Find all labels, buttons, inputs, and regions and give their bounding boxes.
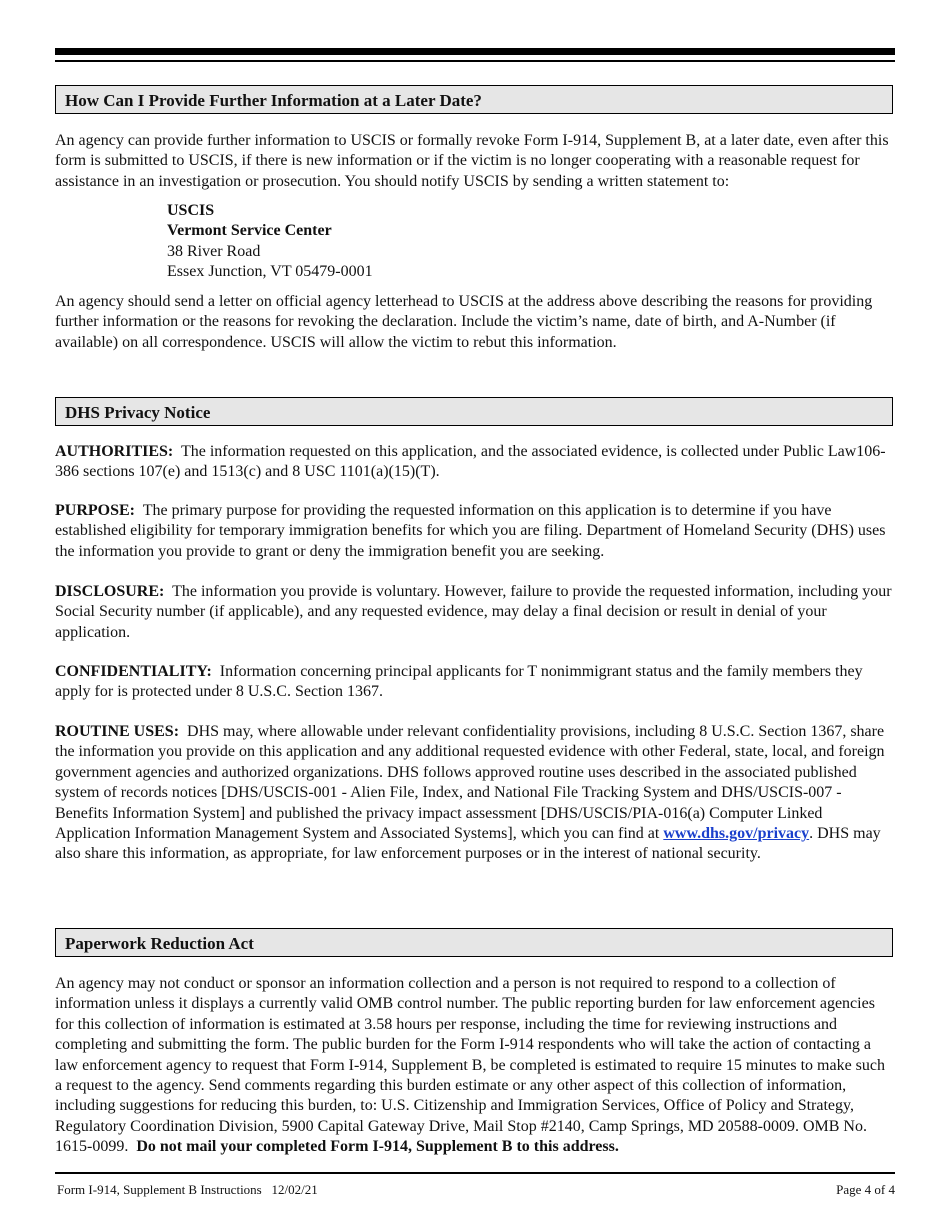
confidentiality-paragraph <box>55 662 895 703</box>
address-line-2: Vermont Service Center <box>167 222 332 240</box>
paperwork-reduction-text: An agency may not conduct or sponsor an information collection and a person is not required to respond to a collection of information unless it displays a currently valid OMB control number. The public reporting burden for law enforcement agencies for this collection of information is estimated at 3.58 hours per response, including the time for reviewing instructions and completing and submitting the form. The public burden for the Form I-914 respondents who will take the action of contacting a law enforcement agency to request that Form I-914, Supplement B, be completed is estimated to require 15 minutes to make such a request to the agency. Send comments regarding this burden estimate or any other aspect of this collection of information, including suggestions for reducing this burden, to: U.S. Citizenship and Immigration Services, Office of Policy and Strategy, Regulatory Coordination Division, 5900 Capital Gateway Drive, Mail Stop #2140, Camp Springs, MD 20588-0009. OMB No. 1615-0099. <box>55 975 885 1156</box>
purpose-label: PURPOSE: <box>55 502 135 519</box>
top-rule-thick <box>55 48 895 55</box>
routine-uses-text: DHS may, where allowable under relevant confidentiality provisions, including 8 U.S.C. Section 1367, share the information you provide on this application and any additional requested evidence with other Federal, state, local, and foreign government agencies and authorized organizations. DHS follows approved routine uses described in the associated published system of records notices [DHS/USCIS-001 - Alien File, Index, and National File Tracking System and DHS/USCIS-007 - Benefits Information System] and published the privacy impact assessment [DHS/USCIS/PIA-016(a) Computer Linked Application Information Management System and Associated Systems], which you can find at <box>55 723 885 843</box>
further-info-outro: An agency should send a letter on official agency letterhead to USCIS at the address above describing the reasons for providing further information or the reasons for revoking the declaration. Include the victim’s name, date of birth, and A-Number (if available) on all correspondence. USCIS will allow the victim to rebut this information. <box>55 293 873 351</box>
section-header-further-information: How Can I Provide Further Information at a Later Date? <box>55 85 893 114</box>
section-header-privacy-notice: DHS Privacy Notice <box>55 397 893 426</box>
purpose-paragraph <box>55 501 895 562</box>
address-line-4: Essex Junction, VT 05479-0001 <box>167 263 373 281</box>
disclosure-text: The information you provide is voluntary. However, failure to provide the requested information, including your Social Security number (if applicable), and any requested evidence, may delay a final decision or result in denial of your application. <box>55 583 892 641</box>
further-info-intro: An agency can provide further information to USCIS or formally revoke Form I-914, Supplement B, at a later date, even after this form is submitted to USCIS, if there is new information or if the victim is no longer cooperating with a reasonable request for assistance in an investigation or prosecution. You should notify USCIS by sending a written statement to: <box>55 132 889 190</box>
routine-uses-text-tail: . DHS may also share this information, as appropriate, for law enforcement purposes or in the interest of national security. <box>55 825 881 863</box>
address-line-3: 38 River Road <box>167 242 261 260</box>
top-rule-thin <box>55 60 895 62</box>
mailing-address <box>167 201 373 283</box>
footer-page-number: Page 4 of 4 <box>836 1182 895 1197</box>
confidentiality-text: Information concerning principal applicants for T nonimmigrant status and the family members they apply for is protected under 8 U.S.C. Section 1367. <box>55 663 863 701</box>
authorities-paragraph <box>55 442 895 483</box>
routine-uses-label: ROUTINE USES: <box>55 723 180 740</box>
dhs-privacy-link[interactable]: www.dhs.gov/privacy <box>663 825 810 843</box>
footer-rule <box>55 1172 895 1174</box>
confidentiality-label: CONFIDENTIALITY: <box>55 663 212 680</box>
address-line-1: USCIS <box>167 202 215 219</box>
routine-uses-paragraph <box>55 722 895 865</box>
disclosure-label: DISCLOSURE: <box>55 583 165 600</box>
footer-form-id <box>57 1182 318 1198</box>
authorities-label: AUTHORITIES: <box>55 443 174 460</box>
purpose-text: The primary purpose for providing the requested information on this application is to determine if you have established eligibility for temporary immigration benefits for which you are filing. Department of Homeland Security (DHS) uses the information you provide to grant or deny the immigration benefit you are seeking. <box>55 502 886 560</box>
authorities-text: The information requested on this application, and the associated evidence, is collected under Public Law106-386 sections 107(e) and 1513(c) and 8 USC 1101(a)(15)(T). <box>55 443 886 481</box>
section-header-paperwork-reduction: Paperwork Reduction Act <box>55 928 893 957</box>
paperwork-reduction-paragraph <box>55 974 895 1158</box>
disclosure-paragraph <box>55 582 895 643</box>
footer-form-id-text: Form I-914, Supplement B Instructions 12/02/21 <box>57 1182 318 1197</box>
do-not-mail-notice: Do not mail your completed Form I-914, Supplement B to this address. <box>136 1138 619 1156</box>
